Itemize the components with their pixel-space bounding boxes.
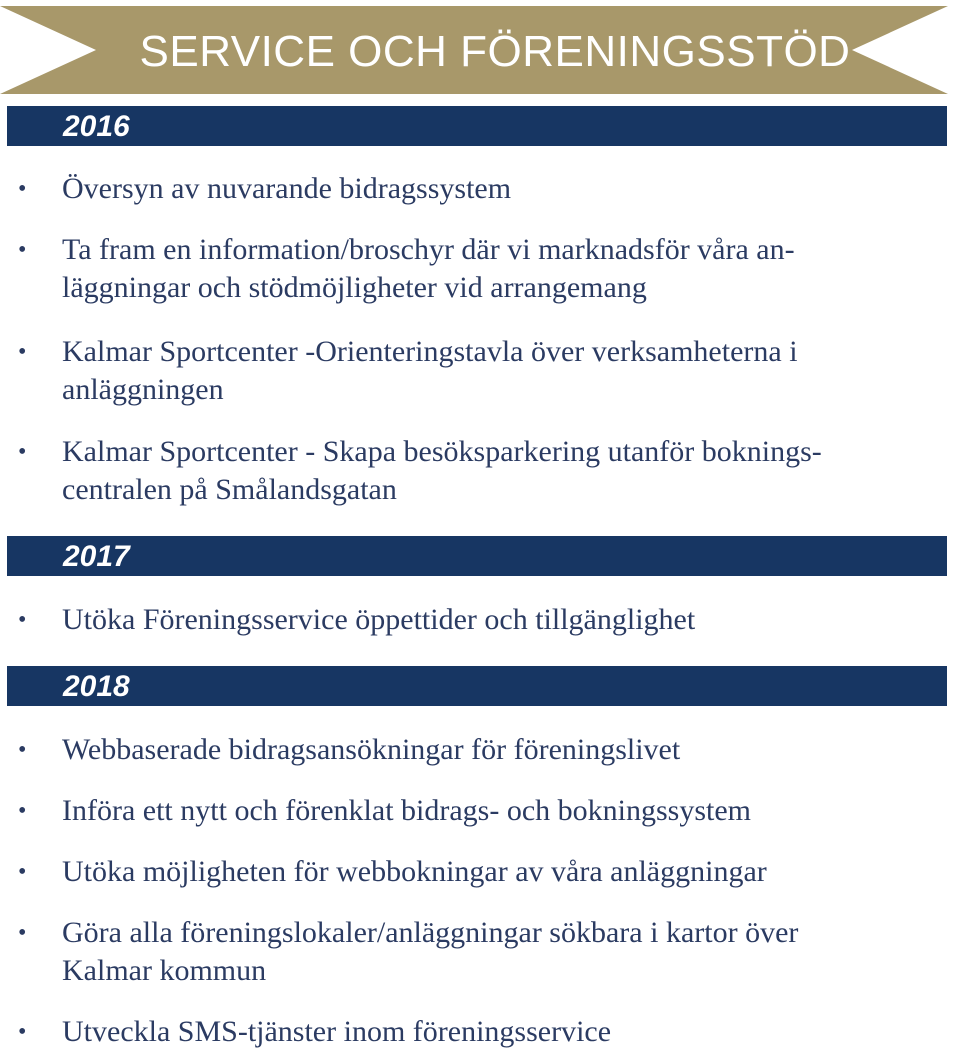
page-title: SERVICE OCH FÖRENINGSSTÖD — [139, 27, 851, 76]
year-bar-2018 — [7, 666, 947, 706]
bullet-icon: • — [18, 737, 27, 763]
year-label: 2016 — [63, 110, 130, 143]
bullet-icon: • — [18, 607, 27, 633]
bullet-icon: • — [18, 1019, 27, 1045]
list-item: Utöka Föreningsservice öppettider och tillgänglighet — [62, 603, 696, 636]
bullet-icon: • — [18, 176, 27, 202]
bullet-icon: • — [18, 237, 27, 263]
year-bar-2016 — [7, 106, 947, 146]
bullet-icon: • — [18, 859, 27, 885]
list-item: Införa ett nytt och förenklat bidrags- och bokningssystem — [62, 794, 752, 827]
list-item: Översyn av nuvarande bidragssystem — [62, 172, 512, 205]
list-item: Webbaserade bidragsansökningar för föreningslivet — [62, 733, 681, 766]
list-item: Utveckla SMS-tjänster inom föreningsservice — [62, 1015, 612, 1048]
list-item: Kalmar Sportcenter - Skapa besöksparkering utanför boknings- centralen på Smålandsgatan — [62, 435, 822, 506]
year-label: 2018 — [63, 670, 130, 703]
list-item: Utöka möjligheten för webbokningar av våra anläggningar — [62, 855, 767, 888]
list-item: Göra alla föreningslokaler/anläggningar sökbara i kartor över Kalmar kommun — [62, 916, 799, 987]
bullet-icon: • — [18, 339, 27, 365]
title-banner — [0, 6, 960, 94]
bullet-icon: • — [18, 439, 27, 465]
list-item: Kalmar Sportcenter -Orienteringstavla över verksamheterna i anläggningen — [62, 335, 798, 406]
bullet-icon: • — [18, 920, 27, 946]
bullet-icon: • — [18, 798, 27, 824]
list-item: Ta fram en information/broschyr där vi marknadsför våra an- läggningar och stödmöjligheter vid arrangemang — [62, 233, 795, 304]
year-bar-2017 — [7, 536, 947, 576]
year-label: 2017 — [63, 540, 130, 573]
